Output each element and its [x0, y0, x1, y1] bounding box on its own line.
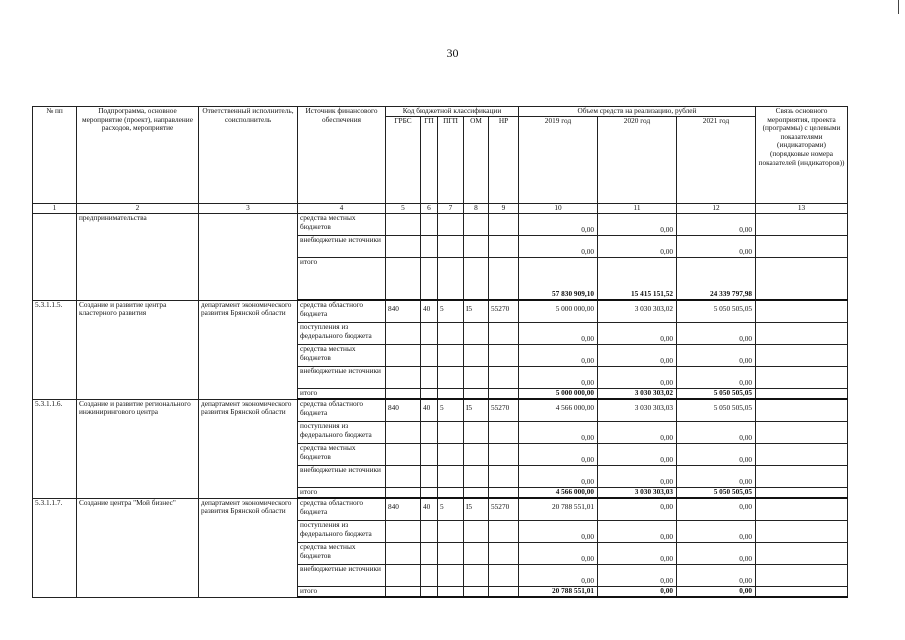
amount-2021: 5 050 505,05 — [677, 300, 756, 323]
budget-code — [489, 367, 519, 389]
amount-2020: 0,00 — [598, 214, 677, 236]
amount-2021: 24 339 797,98 — [677, 258, 756, 301]
indicator-link — [756, 345, 848, 367]
funding-source: внебюджетные источники — [298, 236, 386, 258]
funding-source: итого — [298, 258, 386, 301]
funding-source: средства областного бюджета — [298, 498, 386, 521]
budget-code — [438, 488, 464, 499]
row-number — [33, 214, 77, 301]
amount-2019: 0,00 — [519, 323, 598, 345]
table-row — [33, 399, 848, 422]
budget-code — [386, 488, 421, 499]
budget-code — [464, 258, 489, 301]
budget-code — [489, 444, 519, 466]
table-row — [33, 214, 848, 236]
table-row — [33, 498, 848, 521]
funding-source: поступления из федерального бюджета — [298, 422, 386, 444]
amount-2020: 3 030 303,02 — [598, 389, 677, 400]
budget-code — [438, 444, 464, 466]
header-gp: ГП — [421, 117, 438, 204]
edge-mark — [898, 0, 899, 14]
column-number: 7 — [438, 204, 464, 214]
activity-name: Создание и развитие центра кластерного развития — [77, 300, 199, 399]
amount-2020: 0,00 — [598, 565, 677, 587]
budget-code — [464, 323, 489, 345]
indicator-link — [756, 444, 848, 466]
budget-code — [464, 521, 489, 543]
header-num: № пп — [33, 107, 77, 204]
amount-2021: 5 050 505,05 — [677, 488, 756, 499]
budget-code — [464, 444, 489, 466]
funding-source: внебюджетные источники — [298, 367, 386, 389]
indicator-link — [756, 587, 848, 598]
amount-2019: 0,00 — [519, 367, 598, 389]
amount-2021: 0,00 — [677, 521, 756, 543]
budget-code — [386, 466, 421, 488]
amount-2020: 0,00 — [598, 587, 677, 598]
budget-code: 40 — [421, 300, 438, 323]
executor: департамент экономического развития Брянской области — [199, 300, 298, 399]
budget-code — [421, 236, 438, 258]
amount-2020: 0,00 — [598, 498, 677, 521]
column-number: 4 — [298, 204, 386, 214]
amount-2019: 20 788 551,01 — [519, 587, 598, 598]
activity-name: Создание центра "Мой бизнес" — [77, 498, 199, 597]
budget-code — [464, 214, 489, 236]
budget-code: 5 — [438, 300, 464, 323]
budget-code — [386, 422, 421, 444]
row-number: 5.3.1.1.7. — [33, 498, 77, 597]
amount-2020: 3 030 303,03 — [598, 488, 677, 499]
indicator-link — [756, 488, 848, 499]
budget-code — [464, 565, 489, 587]
budget-code: I5 — [464, 300, 489, 323]
header-code-group: Код бюджетной классификации — [386, 107, 519, 117]
amount-2020: 0,00 — [598, 367, 677, 389]
header-executor: Ответственный исполнитель, соисполнитель — [199, 107, 298, 204]
amount-2019: 5 000 000,00 — [519, 300, 598, 323]
amount-2020: 3 030 303,02 — [598, 300, 677, 323]
amount-2021: 0,00 — [677, 498, 756, 521]
budget-code — [489, 587, 519, 598]
budget-code — [464, 236, 489, 258]
column-number: 6 — [421, 204, 438, 214]
amount-2019: 0,00 — [519, 543, 598, 565]
indicator-link — [756, 543, 848, 565]
indicator-link — [756, 367, 848, 389]
budget-code — [386, 543, 421, 565]
budget-code — [421, 521, 438, 543]
activity-name: Создание и развитие регионального инжинирингового центра — [77, 399, 199, 498]
amount-2021: 0,00 — [677, 236, 756, 258]
column-number: 8 — [464, 204, 489, 214]
amount-2021: 0,00 — [677, 367, 756, 389]
table-header — [33, 107, 848, 214]
amount-2021: 0,00 — [677, 543, 756, 565]
budget-code: I5 — [464, 498, 489, 521]
amount-2021: 0,00 — [677, 323, 756, 345]
amount-2020: 15 415 151,52 — [598, 258, 677, 301]
budget-code — [386, 444, 421, 466]
budget-code — [438, 422, 464, 444]
budget-code — [438, 323, 464, 345]
indicator-link — [756, 258, 848, 301]
funding-source: средства местных бюджетов — [298, 345, 386, 367]
budget-code — [386, 389, 421, 400]
column-number: 2 — [77, 204, 199, 214]
funding-source: средства областного бюджета — [298, 399, 386, 422]
header-link: Связь основного мероприятия, проекта (программы) с целевыми показателями (индикаторами) (порядковые номера показателей (индикаторов)) — [756, 107, 848, 204]
column-number: 10 — [519, 204, 598, 214]
amount-2020: 0,00 — [598, 422, 677, 444]
column-number-row — [33, 204, 848, 214]
indicator-link — [756, 565, 848, 587]
budget-code: 5 — [438, 399, 464, 422]
amount-2019: 4 566 000,00 — [519, 488, 598, 499]
page-number: 30 — [446, 46, 459, 60]
amount-2021: 0,00 — [677, 565, 756, 587]
budget-code — [421, 323, 438, 345]
amount-2019: 0,00 — [519, 214, 598, 236]
budget-code: 40 — [421, 399, 438, 422]
budget-code — [489, 236, 519, 258]
amount-2020: 0,00 — [598, 543, 677, 565]
budget-code — [489, 466, 519, 488]
budget-code — [421, 389, 438, 400]
amount-2020: 0,00 — [598, 466, 677, 488]
budget-code — [421, 345, 438, 367]
amount-2020: 0,00 — [598, 521, 677, 543]
amount-2019: 0,00 — [519, 521, 598, 543]
header-source: Источник финансового обеспечения — [298, 107, 386, 204]
amount-2019: 0,00 — [519, 444, 598, 466]
budget-code — [489, 422, 519, 444]
budget-code — [489, 214, 519, 236]
column-number: 13 — [756, 204, 848, 214]
budget-code: 55270 — [489, 498, 519, 521]
budget-code: 55270 — [489, 300, 519, 323]
budget-code — [489, 345, 519, 367]
budget-code — [464, 543, 489, 565]
budget-code — [438, 521, 464, 543]
amount-2019: 57 830 909,10 — [519, 258, 598, 301]
column-number: 9 — [489, 204, 519, 214]
budget-code — [464, 367, 489, 389]
amount-2021: 0,00 — [677, 214, 756, 236]
amount-2019: 5 000 000,00 — [519, 389, 598, 400]
indicator-link — [756, 389, 848, 400]
budget-code — [489, 323, 519, 345]
budget-code: 840 — [386, 300, 421, 323]
budget-code — [421, 466, 438, 488]
budget-code — [464, 488, 489, 499]
amount-2021: 0,00 — [677, 422, 756, 444]
budget-code — [489, 258, 519, 301]
budget-table — [32, 106, 848, 598]
budget-code: 840 — [386, 498, 421, 521]
amount-2019: 0,00 — [519, 466, 598, 488]
funding-source: поступления из федерального бюджета — [298, 521, 386, 543]
indicator-link — [756, 236, 848, 258]
amount-2021: 0,00 — [677, 345, 756, 367]
header-program: Подпрограмма, основное мероприятие (проект), направление расходов, мероприятие — [77, 107, 199, 204]
budget-code — [421, 587, 438, 598]
funding-source: внебюджетные источники — [298, 565, 386, 587]
indicator-link — [756, 498, 848, 521]
amount-2019: 0,00 — [519, 565, 598, 587]
budget-code — [438, 258, 464, 301]
budget-code: 55270 — [489, 399, 519, 422]
header-year-2020: 2020 год — [598, 117, 677, 204]
budget-code — [421, 488, 438, 499]
budget-code — [421, 214, 438, 236]
amount-2021: 0,00 — [677, 587, 756, 598]
amount-2021: 5 050 505,05 — [677, 399, 756, 422]
amount-2020: 0,00 — [598, 444, 677, 466]
column-number: 5 — [386, 204, 421, 214]
budget-code — [386, 587, 421, 598]
activity-name: предпринимательства — [77, 214, 199, 301]
column-number: 12 — [677, 204, 756, 214]
budget-code — [438, 543, 464, 565]
budget-code — [489, 543, 519, 565]
budget-code — [386, 258, 421, 301]
amount-2019: 0,00 — [519, 236, 598, 258]
budget-code — [438, 565, 464, 587]
budget-code — [421, 258, 438, 301]
row-number: 5.3.1.1.6. — [33, 399, 77, 498]
column-number: 1 — [33, 204, 77, 214]
budget-code — [386, 565, 421, 587]
budget-code — [438, 214, 464, 236]
budget-code: I5 — [464, 399, 489, 422]
indicator-link — [756, 466, 848, 488]
amount-2021: 0,00 — [677, 444, 756, 466]
budget-code — [386, 367, 421, 389]
table-body — [33, 214, 848, 598]
budget-code — [421, 543, 438, 565]
header-grbs: ГРБС — [386, 117, 421, 204]
budget-code — [421, 444, 438, 466]
funding-source: внебюджетные источники — [298, 466, 386, 488]
amount-2019: 0,00 — [519, 345, 598, 367]
budget-code — [464, 345, 489, 367]
funding-source: средства местных бюджетов — [298, 444, 386, 466]
budget-code — [489, 565, 519, 587]
executor: департамент экономического развития Брянской области — [199, 399, 298, 498]
funding-source: средства областного бюджета — [298, 300, 386, 323]
header-nr: НР — [489, 117, 519, 204]
budget-code — [438, 367, 464, 389]
row-number: 5.3.1.1.5. — [33, 300, 77, 399]
column-number: 3 — [199, 204, 298, 214]
budget-code — [464, 587, 489, 598]
budget-code: 840 — [386, 399, 421, 422]
column-number: 11 — [598, 204, 677, 214]
budget-code — [438, 587, 464, 598]
budget-code — [386, 345, 421, 367]
header-pgp: ПГП — [438, 117, 464, 204]
budget-code — [464, 466, 489, 488]
amount-2019: 0,00 — [519, 422, 598, 444]
budget-code — [386, 236, 421, 258]
amount-2021: 5 050 505,05 — [677, 389, 756, 400]
budget-code — [489, 521, 519, 543]
amount-2019: 4 566 000,00 — [519, 399, 598, 422]
budget-code: 5 — [438, 498, 464, 521]
budget-code — [438, 389, 464, 400]
budget-code — [438, 345, 464, 367]
header-year-2021: 2021 год — [677, 117, 756, 204]
budget-code — [438, 466, 464, 488]
header-year-2019: 2019 год — [519, 117, 598, 204]
budget-code — [421, 422, 438, 444]
indicator-link — [756, 521, 848, 543]
amount-2020: 0,00 — [598, 345, 677, 367]
funding-source: итого — [298, 587, 386, 598]
amount-2021: 0,00 — [677, 466, 756, 488]
budget-code — [464, 422, 489, 444]
budget-code — [489, 389, 519, 400]
table-row — [33, 300, 848, 323]
amount-2019: 20 788 551,01 — [519, 498, 598, 521]
indicator-link — [756, 399, 848, 422]
indicator-link — [756, 422, 848, 444]
funding-source: средства местных бюджетов — [298, 543, 386, 565]
executor: департамент экономического развития Брянской области — [199, 498, 298, 597]
funding-source: итого — [298, 488, 386, 499]
budget-code — [489, 488, 519, 499]
indicator-link — [756, 323, 848, 345]
budget-code — [386, 214, 421, 236]
funding-source: средства местных бюджетов — [298, 214, 386, 236]
amount-2020: 0,00 — [598, 236, 677, 258]
budget-code — [464, 389, 489, 400]
budget-code — [438, 236, 464, 258]
indicator-link — [756, 300, 848, 323]
indicator-link — [756, 214, 848, 236]
executor — [199, 214, 298, 301]
budget-code — [421, 367, 438, 389]
budget-code — [386, 323, 421, 345]
budget-code — [386, 521, 421, 543]
funding-source: итого — [298, 389, 386, 400]
header-volume-group: Объем средств на реализацию, рублей — [519, 107, 756, 117]
amount-2020: 3 030 303,03 — [598, 399, 677, 422]
header-om: ОМ — [464, 117, 489, 204]
funding-source: поступления из федерального бюджета — [298, 323, 386, 345]
amount-2020: 0,00 — [598, 323, 677, 345]
budget-code: 40 — [421, 498, 438, 521]
budget-code — [421, 565, 438, 587]
